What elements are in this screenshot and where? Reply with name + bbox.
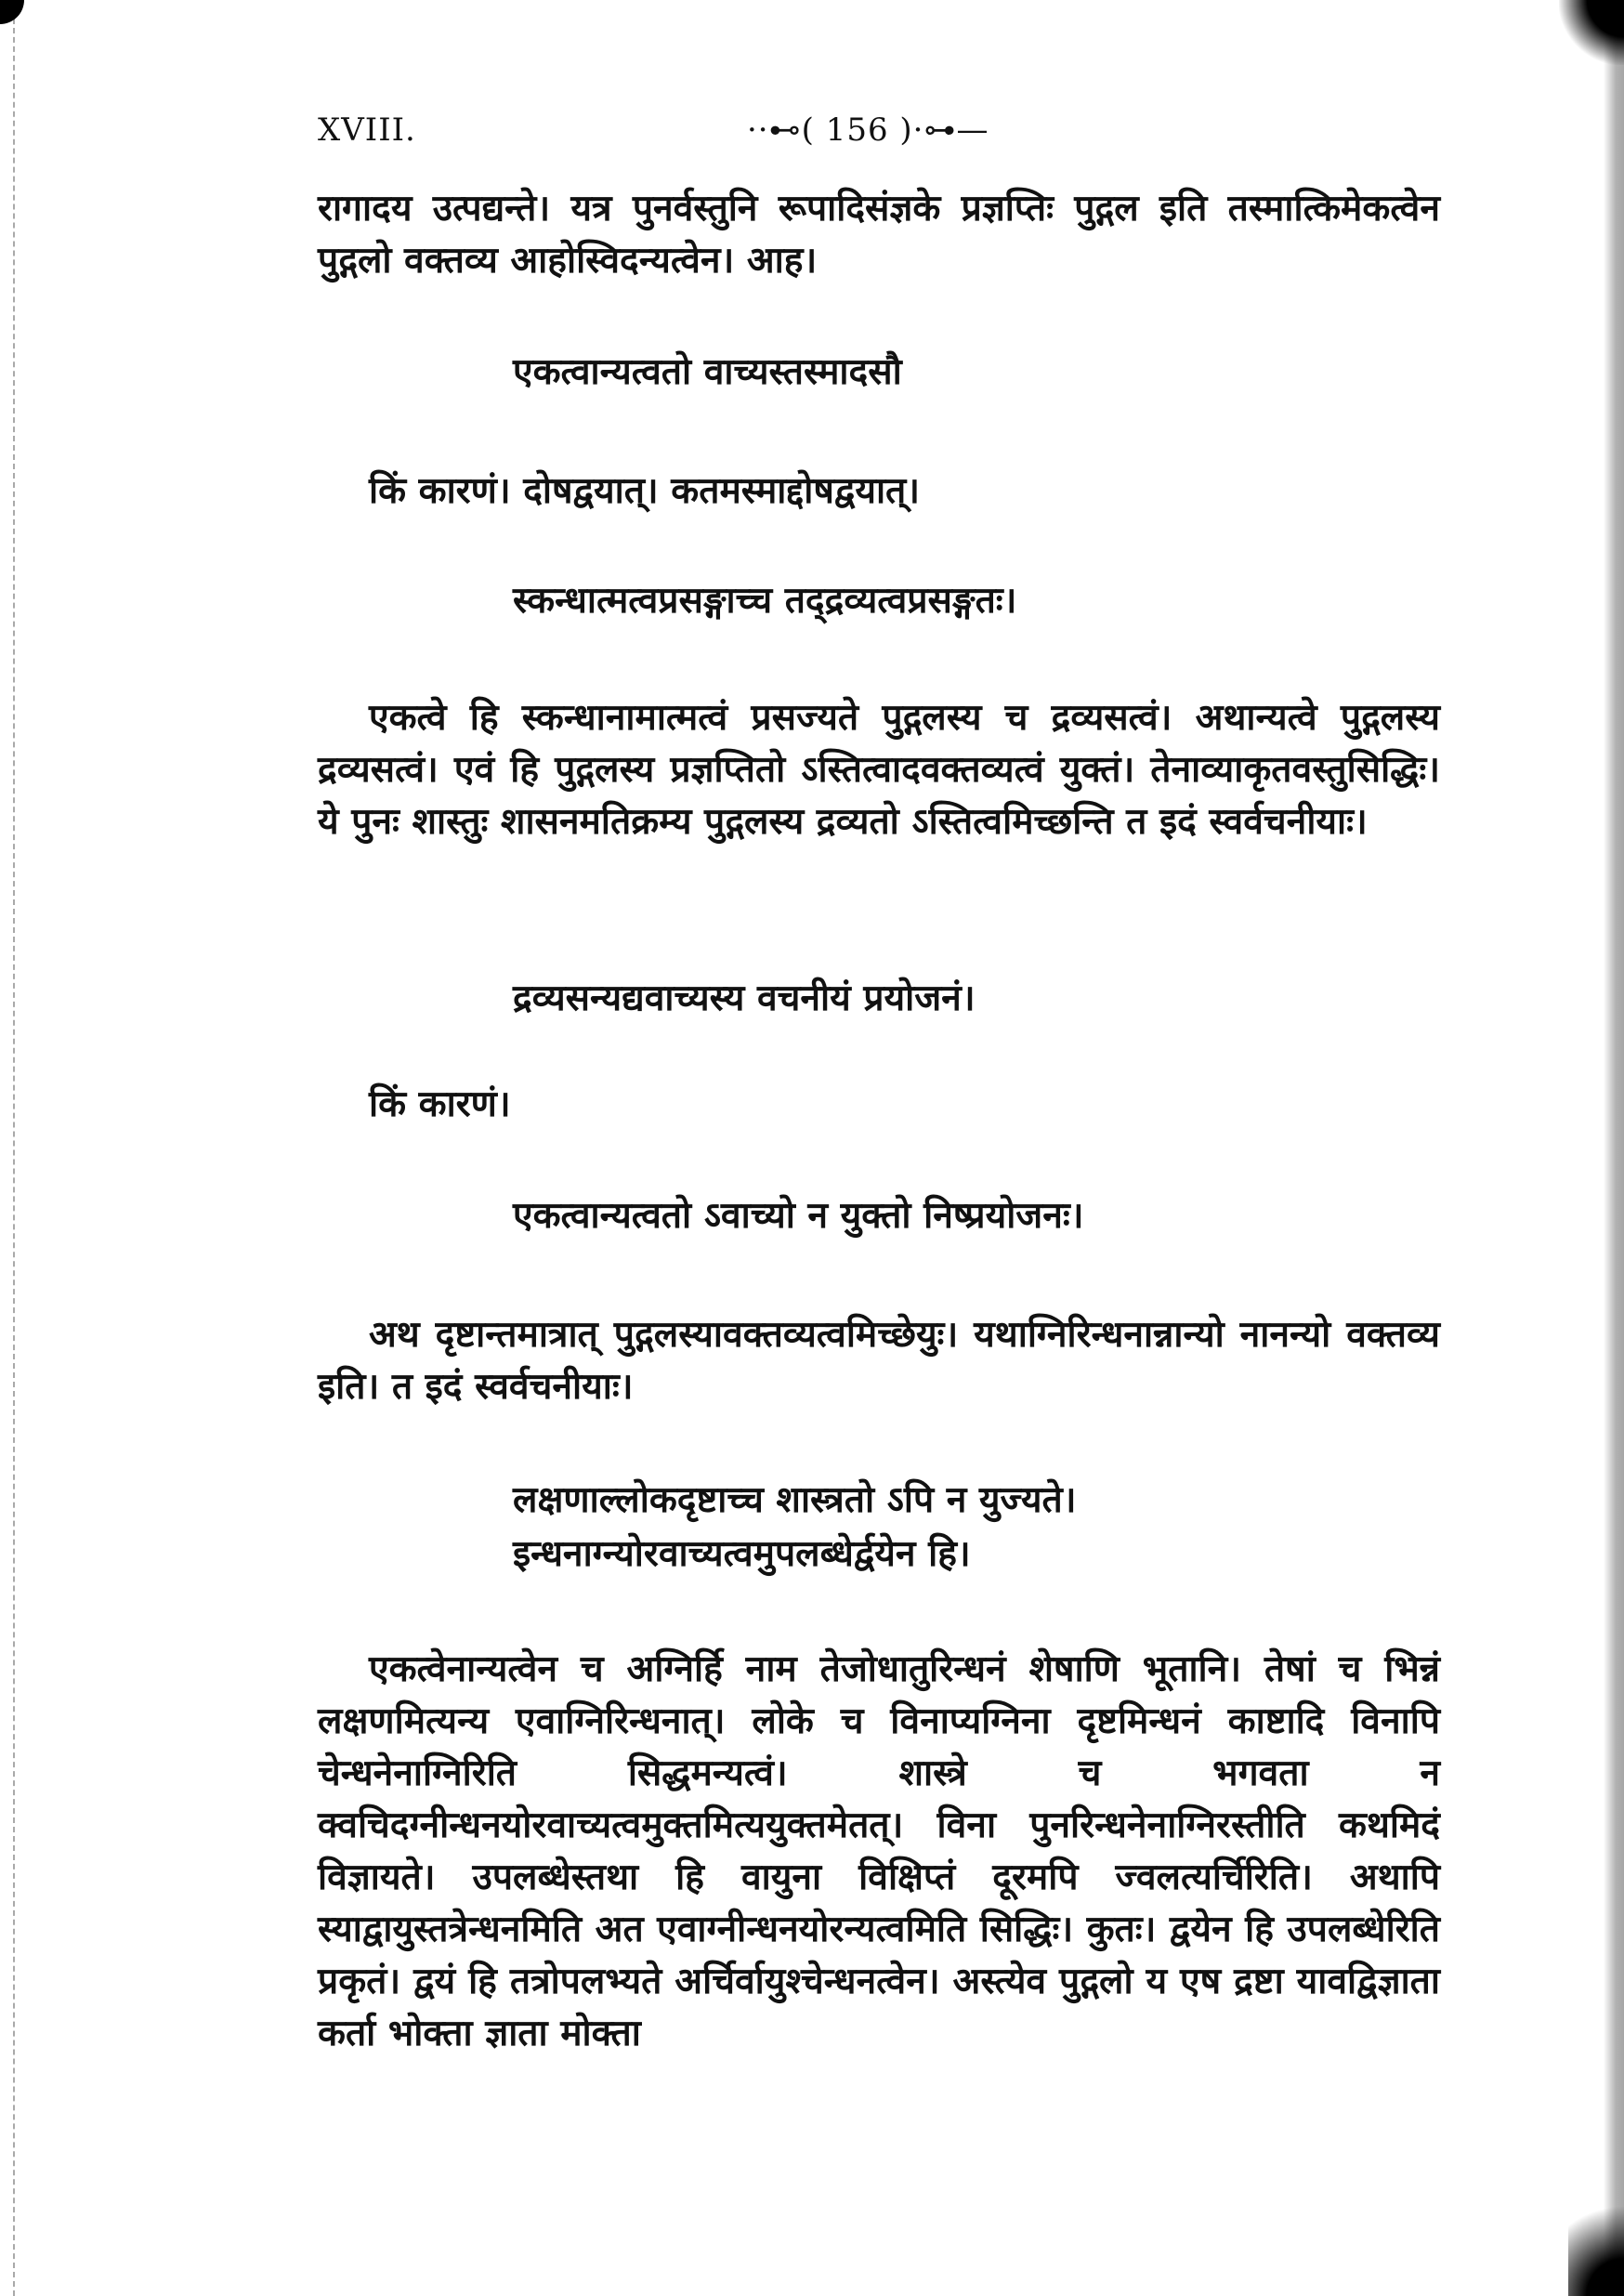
paragraph-1-text: रागादय उत्पद्यन्ते। यत्र पुनर्वस्तुनि रूपादिसंज्ञके प्रज्ञप्तिः पुद्गल इति तस्मात्किमेकत्वेन पुद्गलो वक्तव्य आहोस्विदन्यत्वेन। आह। — [318, 187, 1440, 282]
scan-corner-bottom-right — [1568, 2184, 1624, 2296]
page-edge-right — [1604, 0, 1624, 2296]
verse-4: एकत्वान्यत्वतो ऽवाच्यो न युक्तो निष्प्रयोजनः। — [513, 1194, 1084, 1237]
verse-5-line-1: लक्षणाल्लोकदृष्टाच्च शास्त्रतो ऽपि न युज्यते। — [513, 1478, 1077, 1521]
verse-3: द्रव्यसन्यद्यवाच्यस्य वचनीयं प्रयोजनं। — [513, 977, 976, 1019]
paragraph-3 — [318, 1308, 1440, 1412]
page-header — [318, 104, 1440, 160]
paragraph-4-text: एकत्वेनान्यत्वेन च अग्निर्हि नाम तेजोधातुरिन्धनं शेषाणि भूतानि। तेषां च भिन्नं लक्षणमित्यन्य एवाग्निरिन्धनात्। लोके च विनाप्यग्निना दृष्टमिन्धनं काष्टादि विनापि चेन्धनेनाग्निरिति सिद्धमन्यत्वं। शास्त्रे च भगवता न क्वचिदग्नीन्धनयोरवाच्यत्वमुक्तमित्ययुक्तमेतत्। विना पुनरिन्धनेनाग्निरस्तीति कथमिदं विज्ञायते। उपलब्धेस्तथा हि वायुना विक्षिप्तं दूरमपि ज्वलत्यर्चिरिति। अथापि स्याद्वायुस्तत्रेन्धनमिति अत एवाग्नीन्धनयोरन्यत्वमिति सिद्धिः। कुतः। द्वयेन हि उपलब्धेरिति प्रकृतं। द्वयं हि तत्रोपलभ्यते अर्चिर्वायुश्चेन्धनत्वेन। अस्त्येव पुद्गलो य एष द्रष्टा यावद्विज्ञाता कर्ता भोक्ता ज्ञाता मोक्ता — [318, 1647, 1440, 2054]
verse-2: स्कन्धात्मत्वप्रसङ्गाच्च तद्द्रव्यत्वप्रसङ्गतः। — [513, 579, 1017, 622]
scan-corner-top-left — [0, 0, 24, 24]
paragraph-3-text: अथ दृष्टान्तमात्रात् पुद्गलस्यावक्तव्यत्वमिच्छेयुः। यथाग्निरिन्धनान्नान्यो नानन्यो वक्तव्य इति। त इदं स्वर्वचनीयाः। — [318, 1313, 1440, 1408]
verse-1: एकत्वान्यत्वतो वाच्यस्तस्मादसौ — [513, 350, 902, 393]
question-line-1: किं कारणं। दोषद्वयात्। कतमस्माद्दोषद्वयात्। — [369, 469, 921, 512]
paragraph-2-text: एकत्वे हि स्कन्धानामात्मत्वं प्रसज्यते पुद्गलस्य च द्रव्यसत्वं। अथान्यत्वे पुद्गलस्य द्रव्यसत्वं। एवं हि पुद्गलस्य प्रज्ञप्तितो ऽस्तित्वादवक्तव्यत्वं युक्तं। तेनाव्याकृतवस्तुसिद्धिः। ये पुनः शास्तुः शासनमतिक्रम्य पुद्गलस्य द्रव्यतो ऽस्तित्वमिच्छन्ति त इदं स्वर्वचनीयाः। — [318, 696, 1440, 843]
question-line-2: किं कारणं। — [369, 1082, 511, 1125]
paragraph-2 — [318, 691, 1440, 847]
verse-5-line-2: इन्धनाग्न्योरवाच्यत्वमुपलब्धेर्द्वयेन हि। — [513, 1532, 971, 1575]
chapter-label: XVIII. — [318, 112, 416, 149]
scan-corner-top-right — [1559, 0, 1624, 65]
page-number: ··⊷( 156 )·⊶— — [747, 112, 989, 149]
page-edge-left — [0, 0, 15, 2296]
paragraph-4 — [318, 1643, 1440, 2059]
paragraph-1 — [318, 182, 1440, 286]
